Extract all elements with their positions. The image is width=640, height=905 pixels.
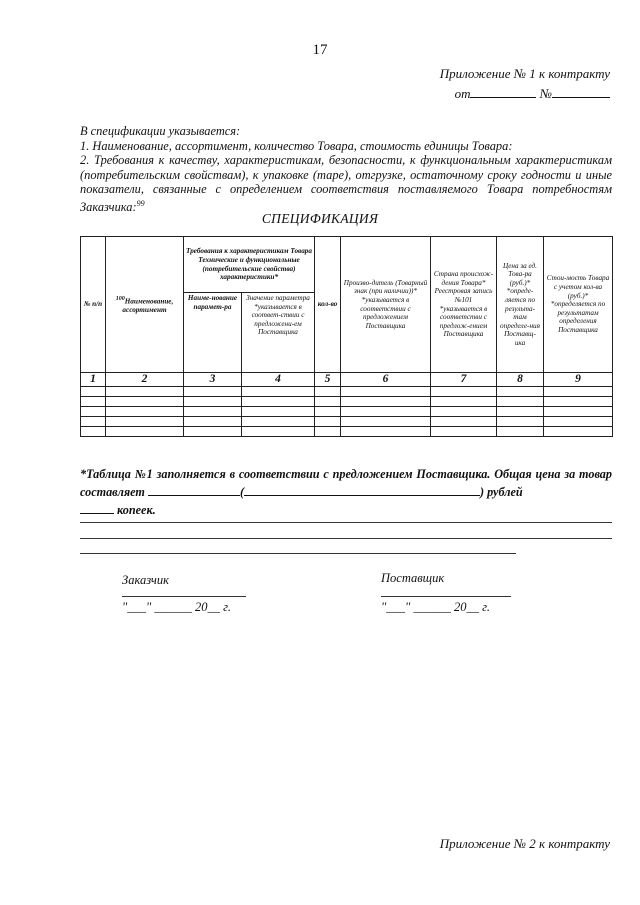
blank-line [80, 538, 612, 539]
table-row [81, 427, 613, 437]
intro-line: 1. Наименование, ассортимент, количество Товара, стоимость единицы Товара: [80, 138, 513, 153]
table-row [81, 387, 613, 397]
column-number: 7 [431, 373, 497, 387]
kopecks-line [80, 501, 114, 514]
blank-line [80, 522, 612, 523]
column-number: 8 [497, 373, 544, 387]
annex-header [440, 64, 610, 104]
customer-signature-line [122, 596, 246, 597]
supplier-signature-line [381, 596, 511, 597]
header-cell-price: Цена за ед. Това-ра (руб.)* *опреде-ляется по результа-там определе-ния Поставщ-ика [497, 237, 544, 373]
footnote-ref: 99 [136, 198, 145, 208]
total-digits-line [148, 483, 240, 496]
column-number: 3 [184, 373, 242, 387]
blank-line [80, 553, 516, 554]
header-cell-cost: Стои-мость Товара с учетом кол-ва (руб.)* *определяется по результатам определения Поставщика [544, 237, 613, 373]
header-cell-country: Страна происхож-дения Товара* Реестровая запись №101 *указывается в соответстви с предлож-ением Поставщика [431, 237, 497, 373]
header-cell-requirements: Требования к характеристикам Товара Технические и функциональные (потребительские свойства) характеристики* [184, 237, 315, 293]
header-cell-param-name: Наиме-нование парамет-ра [184, 293, 242, 373]
customer-label: Заказчик [122, 573, 169, 587]
table-row [81, 407, 613, 417]
column-number: 1 [81, 373, 106, 387]
header-cell-manufacturer: Произво-дитель (Товарный знак (при наличии))* *указывается в соответствии с предложением Поставщика [341, 237, 431, 373]
annex-2-title: Приложение № 2 к контракту [439, 836, 610, 851]
column-number: 9 [544, 373, 613, 387]
column-number: 4 [242, 373, 315, 387]
specification-table [80, 236, 613, 437]
header-cell-qty: кол-во [315, 237, 341, 373]
intro-line: 2. Требования к качеству, характеристикам, безопасности, к функциональным характеристикам (потребительским свойствам), к упаковке (таре), отгрузке, остаточному сроку годности и иные показатели, связанные с определением соответствия поставляемого Товара потребностям Заказчика:$^{99}$ [80, 153, 612, 214]
total-words-line [244, 483, 480, 496]
column-number: 5 [315, 373, 341, 387]
table-row [81, 417, 613, 427]
intro-line: В спецификации указывается: [80, 124, 241, 138]
customer-date: "___" ______ 20__ г. [122, 600, 231, 614]
contract-date-line: от № [440, 84, 610, 104]
column-number: 2 [106, 373, 184, 387]
header-cell-name: $^{100}$Наименование, ассортимент [106, 237, 184, 373]
annex-title: Приложение № 1 к контракту [439, 66, 610, 81]
header-cell-no: № п/п [81, 237, 106, 373]
header-cell-param-value: Значение параметра *указывается в соответ-ствии с предложени-ем Поставщика [242, 293, 315, 373]
page-number: 17 [312, 42, 328, 58]
supplier-label: Поставщик [381, 571, 445, 585]
column-number: 6 [341, 373, 431, 387]
spec-title: СПЕЦИФИКАЦИЯ [261, 211, 379, 226]
table-note: *Таблица №1 заполняется в соответствии с предложением Поставщика. Общая цена за товар составляет ( ) рублей копеек. [80, 467, 612, 517]
column-numbers-row [81, 373, 613, 387]
table-row [81, 397, 613, 407]
intro-text [80, 124, 612, 214]
supplier-date: "___" ______ 20__ г. [381, 600, 490, 614]
